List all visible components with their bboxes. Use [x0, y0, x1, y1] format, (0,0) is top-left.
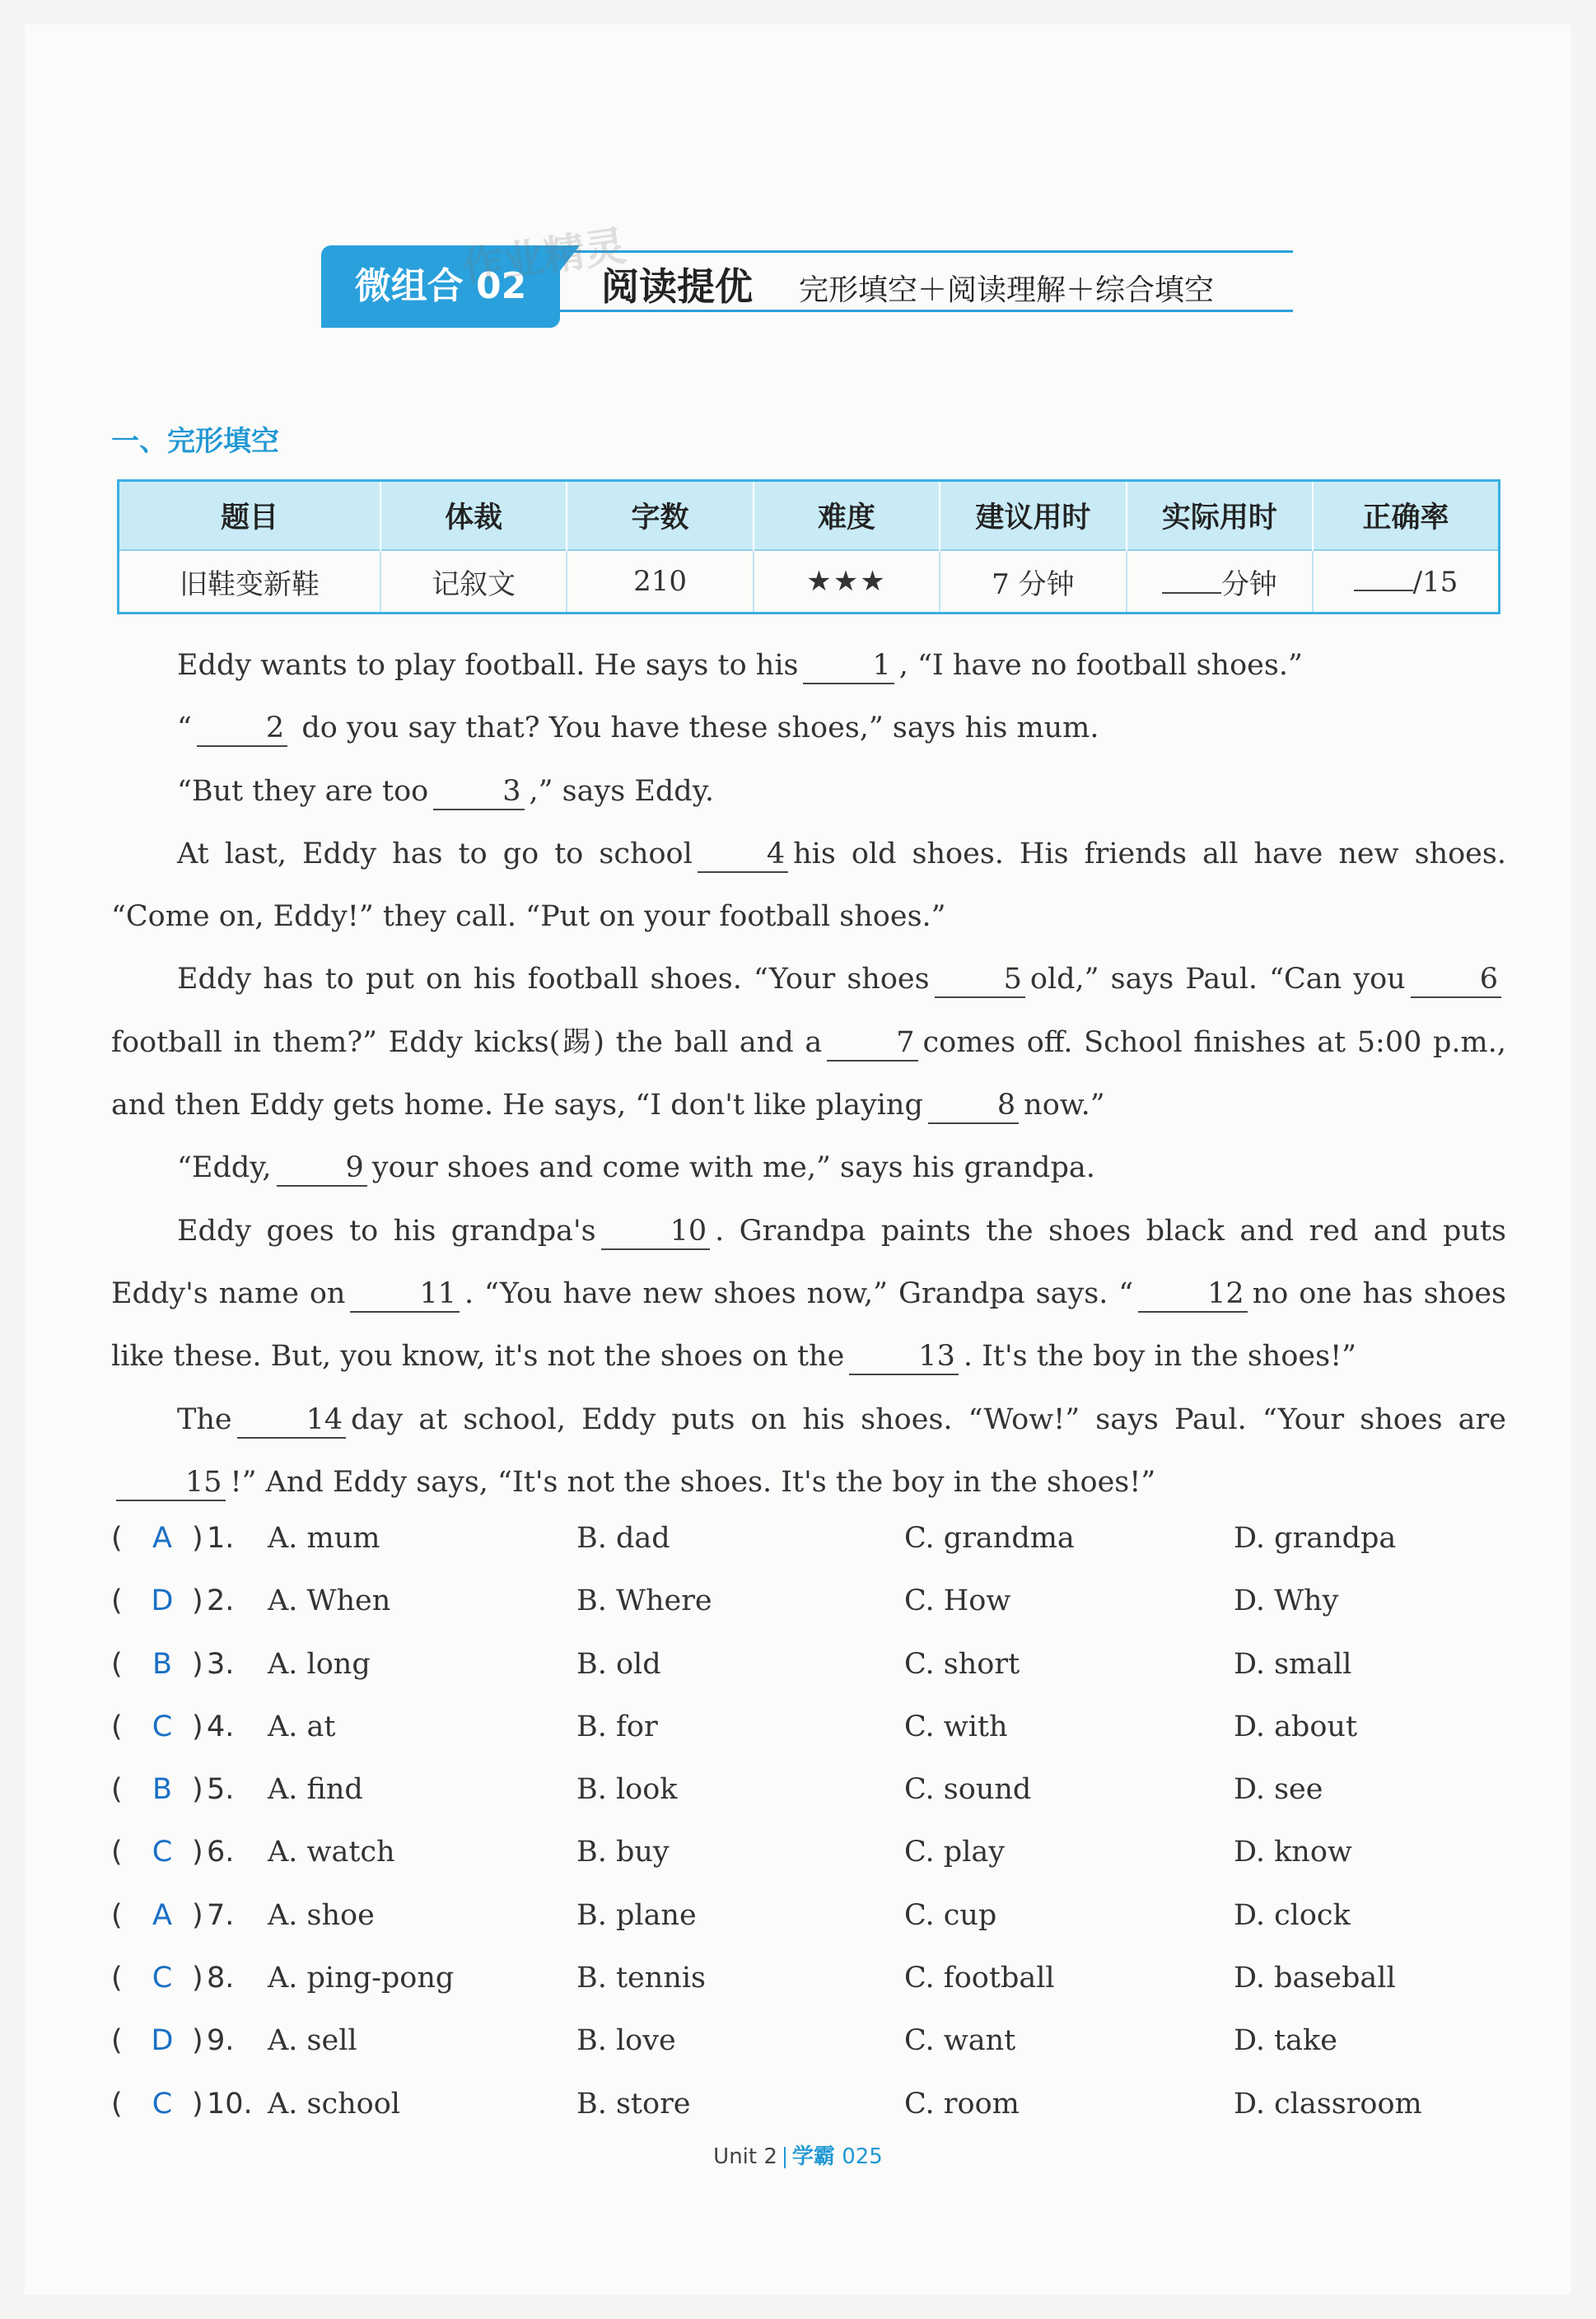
option-a[interactable]: A. long	[268, 1647, 371, 1681]
question-row: ( D ) 9. A. sell B. love C. want D. take	[111, 2009, 1511, 2072]
passage-paragraph: “But they are too 3 ,” says Eddy.	[111, 760, 1506, 823]
question-number: 4.	[207, 1710, 235, 1743]
option-b[interactable]: B. Where	[576, 1584, 712, 1618]
option-a[interactable]: A. ping-pong	[268, 1962, 455, 1995]
blank-10[interactable]: 10	[601, 1214, 711, 1250]
blank-13[interactable]: 13	[849, 1339, 959, 1375]
option-d[interactable]: D. see	[1234, 1773, 1323, 1807]
footer-divider	[784, 2147, 786, 2168]
option-c[interactable]: C. sound	[904, 1773, 1032, 1807]
info-header-cell: 建议用时	[940, 481, 1126, 551]
answer-letter[interactable]: C	[152, 1710, 173, 1743]
blank-3[interactable]: 3	[433, 774, 524, 810]
question-row: ( B ) 5. A. find B. look C. sound D. see	[111, 1758, 1511, 1821]
question-number: 2.	[207, 1584, 235, 1618]
answer-letter[interactable]: B	[152, 1647, 172, 1681]
answer-letter[interactable]: C	[152, 1962, 173, 1995]
answer-letter[interactable]: B	[152, 1773, 172, 1807]
option-c[interactable]: C. How	[904, 1584, 1011, 1618]
question-number: 10.	[207, 2087, 253, 2121]
option-c[interactable]: C. play	[904, 1836, 1006, 1869]
blank-6[interactable]: 6	[1411, 962, 1501, 998]
blank-14[interactable]: 14	[237, 1402, 347, 1439]
question-row: ( C ) 8. A. ping-pong B. tennis C. football D. baseball	[111, 1947, 1511, 2009]
blank-12[interactable]: 12	[1138, 1276, 1248, 1313]
blank-8[interactable]: 8	[928, 1088, 1019, 1124]
footer-brand: 学霸	[791, 2144, 835, 2169]
option-d[interactable]: D. clock	[1234, 1898, 1351, 1932]
option-a[interactable]: A. find	[268, 1773, 363, 1807]
answer-letter[interactable]: C	[152, 2087, 173, 2121]
option-d[interactable]: D. know	[1234, 1836, 1352, 1869]
info-header-cell: 正确率	[1313, 481, 1499, 551]
blank-5[interactable]: 5	[935, 962, 1025, 998]
section-title: 一、完形填空	[111, 425, 279, 458]
option-b[interactable]: B. plane	[576, 1898, 697, 1932]
actual-time-blank[interactable]	[1162, 567, 1221, 594]
info-genre: 记叙文	[380, 550, 567, 614]
option-a[interactable]: A. at	[268, 1710, 336, 1743]
option-a[interactable]: A. school	[268, 2087, 400, 2121]
accuracy-blank[interactable]	[1354, 565, 1413, 591]
passage-paragraph: “ 2 do you say that? You have these shoes,” says his mum.	[111, 697, 1506, 759]
cloze-passage	[111, 634, 1506, 1514]
question-row: ( B ) 3. A. long B. old C. short D. small	[111, 1633, 1511, 1696]
option-c[interactable]: C. football	[904, 1962, 1055, 1995]
info-title: 旧鞋变新鞋	[119, 550, 380, 614]
passage-paragraph: The 14 day at school, Eddy puts on his shoes. “Wow!” says Paul. “Your shoes are 15 !” And Eddy says, “It's not the shoes. It's the boy in the shoes!”	[111, 1388, 1506, 1514]
option-d[interactable]: D. classroom	[1234, 2087, 1422, 2121]
question-number: 3.	[207, 1647, 235, 1681]
option-a[interactable]: A. mum	[268, 1522, 380, 1555]
option-b[interactable]: B. dad	[576, 1522, 670, 1555]
option-a[interactable]: A. When	[268, 1584, 391, 1618]
blank-15[interactable]: 15	[116, 1465, 226, 1501]
answer-letter[interactable]: C	[152, 1836, 173, 1869]
question-row: ( C ) 10. A. school B. store C. room D. classroom	[111, 2073, 1511, 2135]
info-table-header-row	[119, 481, 1500, 551]
option-b[interactable]: B. store	[576, 2087, 691, 2121]
blank-11[interactable]: 11	[350, 1276, 460, 1313]
option-b[interactable]: B. love	[576, 2024, 676, 2058]
option-a[interactable]: A. watch	[268, 1836, 395, 1869]
info-accuracy	[1313, 550, 1499, 614]
option-c[interactable]: C. room	[904, 2087, 1020, 2121]
passage-paragraph: “Eddy, 9 your shoes and come with me,” says his grandpa.	[111, 1136, 1506, 1199]
difficulty-stars: ★★★	[754, 550, 940, 614]
banner-tag: 微组合 02	[321, 245, 560, 328]
banner-title: 阅读提优	[601, 264, 753, 309]
option-d[interactable]: D. small	[1234, 1647, 1352, 1681]
watermark: 作业精灵	[459, 222, 629, 292]
option-c[interactable]: C. grandma	[904, 1522, 1075, 1555]
option-d[interactable]: D. baseball	[1234, 1962, 1396, 1995]
option-c[interactable]: C. cup	[904, 1898, 997, 1932]
option-b[interactable]: B. look	[576, 1773, 678, 1807]
blank-2[interactable]: 2	[197, 711, 287, 747]
option-b[interactable]: B. buy	[576, 1836, 670, 1869]
question-options	[111, 1507, 1511, 2135]
question-row: ( C ) 6. A. watch B. buy C. play D. know	[111, 1821, 1511, 1883]
info-suggested-time: 7 分钟	[940, 550, 1126, 614]
accuracy-total: /15	[1412, 565, 1458, 599]
passage-paragraph: Eddy goes to his grandpa's 10 . Grandpa paints the shoes black and red and puts Eddy's name on 11 . “You have new shoes now,” Grandpa says. “ 12 no one has shoes like these. But, you know, it's not the shoes on the 13 . It's the boy in the shoes!”	[111, 1200, 1506, 1388]
question-number: 1.	[207, 1522, 235, 1555]
blank-1[interactable]: 1	[803, 648, 894, 684]
option-d[interactable]: D. about	[1234, 1710, 1358, 1743]
answer-letter[interactable]: A	[152, 1522, 172, 1555]
info-header-cell: 难度	[754, 481, 940, 551]
option-b[interactable]: B. old	[576, 1647, 661, 1681]
info-actual-time	[1127, 550, 1313, 614]
question-number: 7.	[207, 1898, 235, 1932]
info-word-count: 210	[567, 550, 753, 614]
option-a[interactable]: A. sell	[268, 2024, 357, 2058]
option-c[interactable]: C. short	[904, 1647, 1020, 1681]
info-table	[117, 479, 1500, 614]
option-b[interactable]: B. for	[576, 1710, 658, 1743]
option-d[interactable]: D. take	[1234, 2024, 1337, 2058]
page-number: 025	[842, 2144, 883, 2169]
passage-paragraph: At last, Eddy has to go to school 4 his old shoes. His friends all have new shoes. “Come on, Eddy!” they call. “Put on your football shoes.”	[111, 837, 1506, 934]
footer-unit: Unit 2	[713, 2144, 777, 2169]
question-number: 8.	[207, 1962, 235, 1995]
passage-paragraph: Eddy wants to play football. He says to his 1 , “I have no football shoes.”	[111, 634, 1506, 697]
info-table-row	[119, 550, 1500, 614]
question-row: ( D ) 2. A. When B. Where C. How D. Why	[111, 1570, 1511, 1632]
option-a[interactable]: A. shoe	[268, 1898, 375, 1932]
banner-top-rule	[535, 250, 1293, 253]
option-d[interactable]: D. Why	[1234, 1584, 1339, 1618]
question-number: 9.	[207, 2024, 235, 2058]
info-header-cell: 字数	[567, 481, 753, 551]
option-b[interactable]: B. tennis	[576, 1962, 706, 1995]
passage-paragraph: Eddy has to put on his football shoes. “Your shoes 5 old,” says Paul. “Can you 6 football in them?” Eddy kicks(踢) the ball and a 7 comes off. School finishes at 5:00 p.m., and then Eddy gets home. He says, “I don't like playing 8 now.”	[111, 948, 1506, 1136]
blank-4[interactable]: 4	[698, 837, 788, 873]
option-c[interactable]: C. want	[904, 2024, 1016, 2058]
option-c[interactable]: C. with	[904, 1710, 1008, 1743]
page-footer	[0, 2139, 1596, 2170]
question-row: ( C ) 4. A. at B. for C. with D. about	[111, 1696, 1511, 1758]
option-d[interactable]: D. grandpa	[1234, 1522, 1397, 1555]
actual-time-unit: 分钟	[1220, 567, 1277, 601]
question-row: ( A ) 7. A. shoe B. plane C. cup D. clock	[111, 1884, 1511, 1947]
question-row: ( A ) 1. A. mum B. dad C. grandma D. grandpa	[111, 1507, 1511, 1570]
question-number: 6.	[207, 1836, 235, 1869]
answer-letter[interactable]: D	[151, 1584, 174, 1618]
answer-letter[interactable]: A	[152, 1898, 172, 1932]
answer-letter[interactable]: D	[151, 2024, 174, 2058]
info-header-cell: 体裁	[380, 481, 567, 551]
info-header-cell: 实际用时	[1127, 481, 1313, 551]
blank-7[interactable]: 7	[827, 1025, 917, 1062]
info-header-cell: 题目	[119, 481, 380, 551]
banner-subtitle: 完形填空＋阅读理解＋综合填空	[799, 273, 1215, 307]
question-number: 5.	[207, 1773, 235, 1807]
blank-9[interactable]: 9	[277, 1150, 367, 1187]
